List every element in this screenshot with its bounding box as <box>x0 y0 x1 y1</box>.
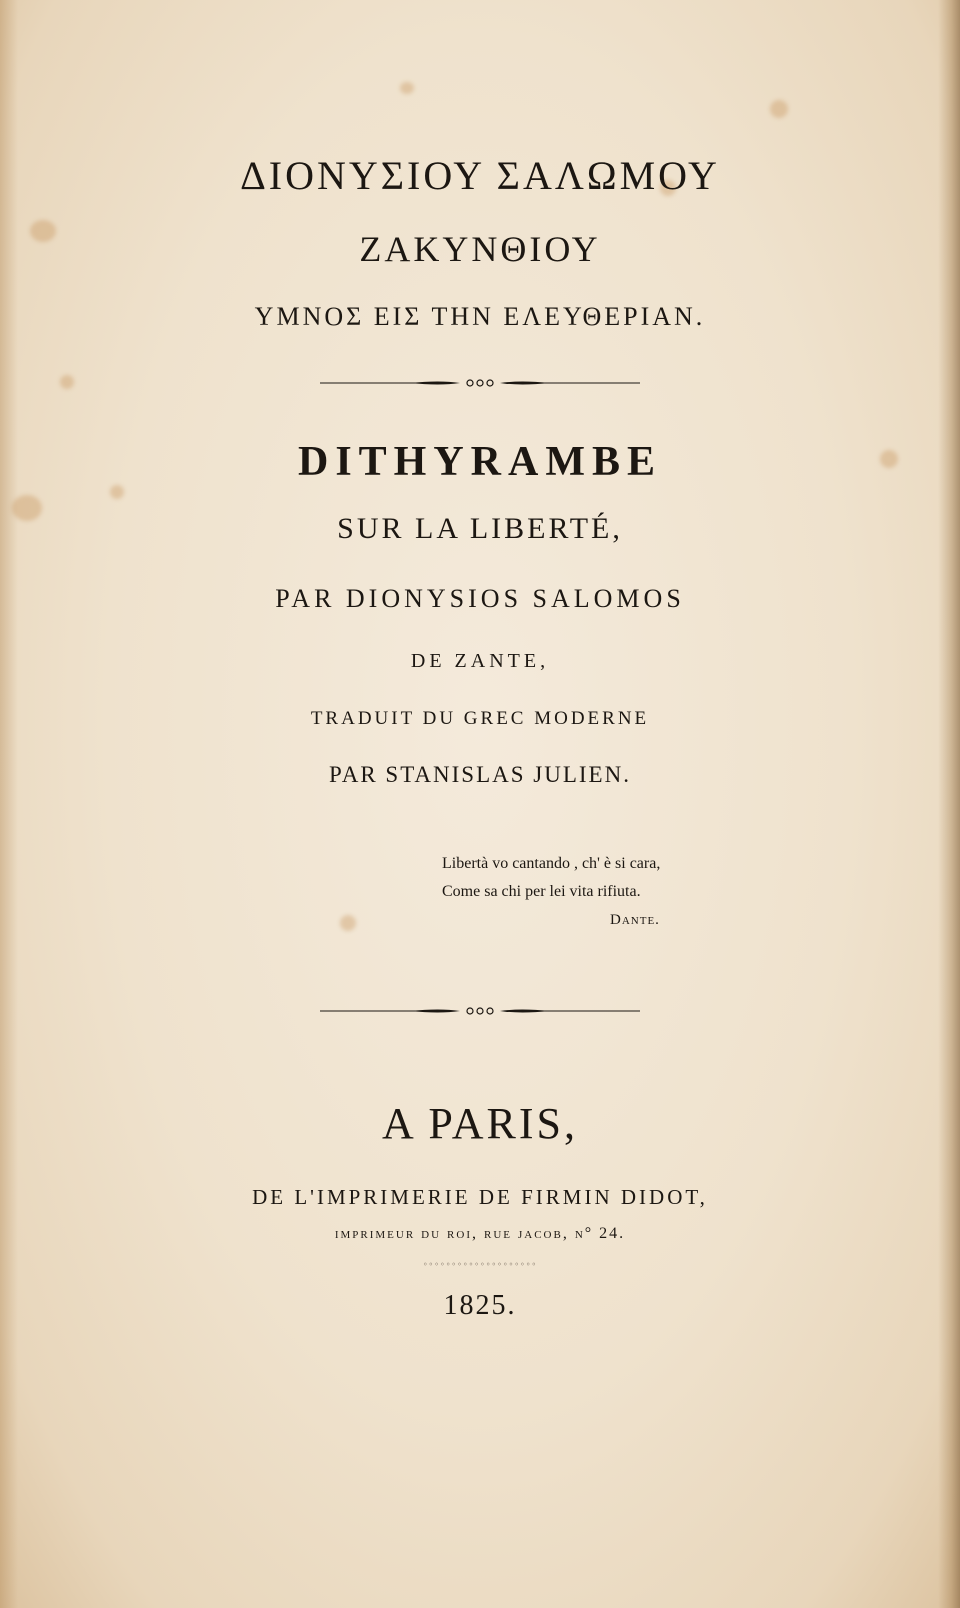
epigraph-line-1: Libertà vo cantando , ch' è si cara, <box>442 855 661 872</box>
foxing-spot <box>110 485 124 499</box>
imprint-printer: DE L'IMPRIMERIE DE FIRMIN DIDOT, <box>252 1185 708 1209</box>
imprint-place: A PARIS, <box>381 1099 579 1148</box>
imprint-address: imprimeur du roi, rue jacob, n° 24. <box>334 1225 626 1242</box>
french-origin: DE ZANTE, <box>410 650 550 672</box>
ornamental-rule-bottom <box>0 1006 960 1016</box>
foxing-spot <box>400 82 414 94</box>
imprint-year: 1825. <box>443 1290 517 1321</box>
french-translator: PAR STANISLAS JULIEN. <box>329 762 631 787</box>
epigraph <box>442 850 660 934</box>
epigraph-attribution: Dante. <box>610 912 660 928</box>
epigraph-line-2: Come sa chi per lei vita rifiuta. <box>442 883 641 900</box>
greek-author-name: ΔΙΟΝΥΣΙΟΥ ΣΑΛΩΜΟΥ <box>240 153 720 198</box>
french-translated-from: TRADUIT DU GREC MODERNE <box>310 708 650 729</box>
ornamental-rule-top <box>0 378 960 388</box>
foxing-spot <box>340 915 356 931</box>
french-author: PAR DIONYSIOS SALOMOS <box>275 584 685 613</box>
greek-origin: ΖΑΚΥΝΘΙΟΥ <box>359 229 601 269</box>
ornamental-dots: ◦◦◦◦◦◦◦◦◦◦◦◦◦◦◦◦◦◦◦◦ <box>422 1260 538 1269</box>
greek-title: ΥΜΝΟΣ ΕΙΣ ΤΗΝ ΕΛΕΥΘΕΡΙΑΝ. <box>254 302 706 331</box>
french-title: DITHYRAMBE <box>297 439 663 485</box>
foxing-spot <box>770 100 788 118</box>
french-subtitle: SUR LA LIBERTÉ, <box>337 512 623 545</box>
